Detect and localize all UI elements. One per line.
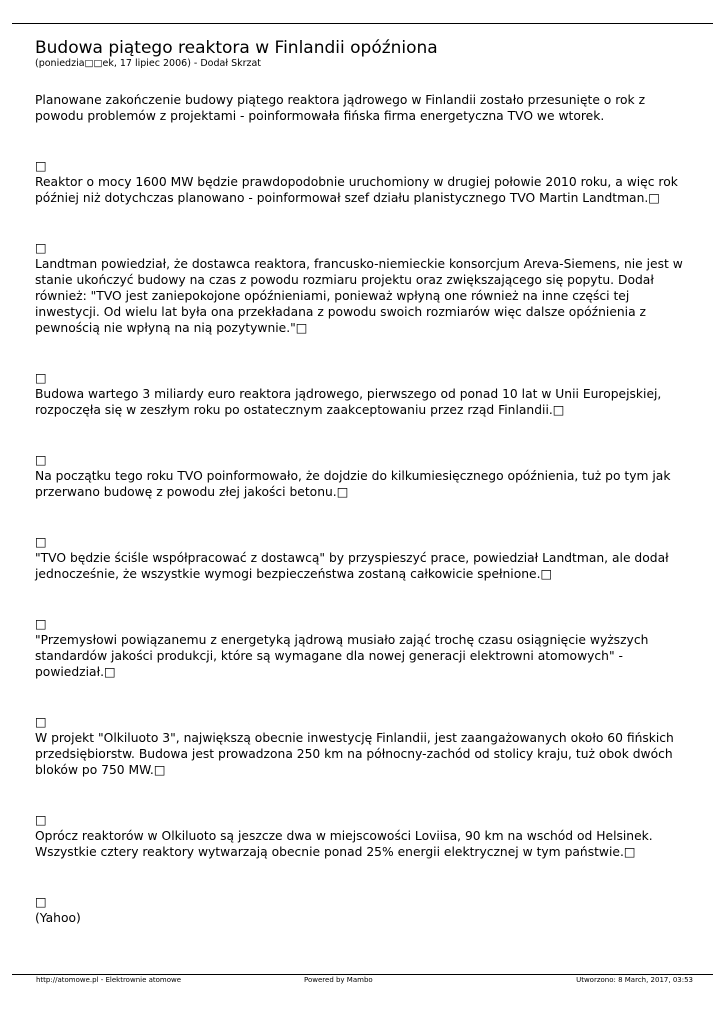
article-intro: Planowane zakończenie budowy piątego reaktora jądrowego w Finlandii zostało przesunięte o rok z powodu problemów z projektami - poinformowała fińska firma energetyczna TVO we wtorek.	[35, 93, 646, 123]
missing-image-icon	[35, 158, 690, 174]
paragraph-text: Reaktor o mocy 1600 MW będzie prawdopodobnie uruchomiony w drugiej połowie 2010 roku, a więc rok później niż dotychczas planowano - poinformował szef działu planistycznego TVO Martin Landtman.	[35, 175, 678, 205]
paragraph	[35, 714, 690, 778]
missing-image-icon	[104, 665, 116, 679]
paragraph-text: Budowa wartego 3 miliardy euro reaktora jądrowego, pierwszego od ponad 10 lat w Unii Europejskiej, rozpoczęła się w zeszłym roku po ostatecznym zaakceptowaniu przez rząd Finlandii.	[35, 387, 662, 417]
missing-image-icon	[624, 845, 636, 859]
missing-image-icon	[296, 321, 308, 335]
paragraph-text: Na początku tego roku TVO poinformowało, że dojdzie do kilkumiesięcznego opóźnienia, tuż po tym jak przerwano budowę z powodu złej jakości betonu.	[35, 469, 671, 499]
missing-image-icon	[35, 534, 690, 550]
missing-image-icon	[541, 567, 553, 581]
missing-image-icon	[337, 485, 349, 499]
paragraph	[35, 240, 690, 336]
missing-image-icon	[154, 763, 166, 777]
footer-site-link[interactable]: http://atomowe.pl - Elektrownie atomowe	[36, 976, 182, 984]
paragraph-text: Landtman powiedział, że dostawca reaktora, francusko-niemieckie konsorcjum Areva-Siemens, nie jest w stanie ukończyć budowy na czas z powodu rozmiaru projektu oraz zwiększającego się popytu. Dodał również: "TVO jest zaniepokojone opóźnieniami, ponieważ wpłyną one również na inne części tej inwestycji. Od wielu lat była ona przekładana z powodu swoich rozmiarów więc dalsze opóźnienia z pewnością nie wpłyną na nią pozytywnie."	[35, 257, 683, 335]
missing-image-icon	[35, 452, 690, 468]
missing-image-icon	[35, 240, 690, 256]
paragraph	[35, 452, 690, 500]
article-meta: (poniedzia□□ek, 17 lipiec 2006) - Dodał Skrzat	[35, 58, 262, 69]
missing-image-icon	[648, 191, 660, 205]
paragraph	[35, 812, 690, 860]
article	[35, 38, 690, 960]
article-title: Budowa piątego reaktora w Finlandii opóźniona	[35, 38, 438, 58]
missing-image-icon	[35, 714, 690, 730]
missing-image-icon	[35, 812, 690, 828]
missing-image-icon	[35, 616, 690, 632]
missing-image-icon	[35, 894, 690, 910]
paragraph-text: "Przemysłowi powiązanemu z energetyką jądrową musiało zająć trochę czasu osiągnięcie wyższych standardów jakości produkcji, które są wymagane dla nowej generacji elektrowni atomowych" - powiedział.	[35, 633, 649, 679]
paragraph	[35, 616, 690, 680]
paragraph	[35, 370, 690, 418]
footer-created-date: Utworzono: 8 March, 2017, 03:53	[576, 976, 693, 984]
paragraph-text: W projekt "Olkiluoto 3", największą obecnie inwestycję Finlandii, jest zaangażowanych około 60 fińskich przedsiębiorstw. Budowa jest prowadzona 250 km na północny-zachód od stolicy kraju, tuż obok dwóch bloków po 750 MW.	[35, 731, 674, 777]
paragraph	[35, 158, 690, 206]
footer-rule	[12, 974, 713, 975]
source-credit: (Yahoo)	[35, 911, 81, 925]
paragraph-source	[35, 894, 690, 926]
top-rule	[12, 23, 713, 24]
paragraph-text: "TVO będzie ściśle współpracować z dostawcą" by przyspieszyć prace, powiedział Landtman, ale dodał jednocześnie, że wszystkie wymogi bezpieczeństwa zostaną całkowicie spełnione.	[35, 551, 669, 581]
missing-image-icon	[553, 403, 565, 417]
missing-image-icon	[35, 370, 690, 386]
footer-powered-by: Powered by Mambo	[304, 976, 373, 984]
paragraph	[35, 534, 690, 582]
paragraph-text: Oprócz reaktorów w Olkiluoto są jeszcze dwa w miejscowości Loviisa, 90 km na wschód od Helsinek. Wszystkie cztery reaktory wytwarzają obecnie ponad 25% energii elektrycznej w tym państwie.	[35, 829, 653, 859]
